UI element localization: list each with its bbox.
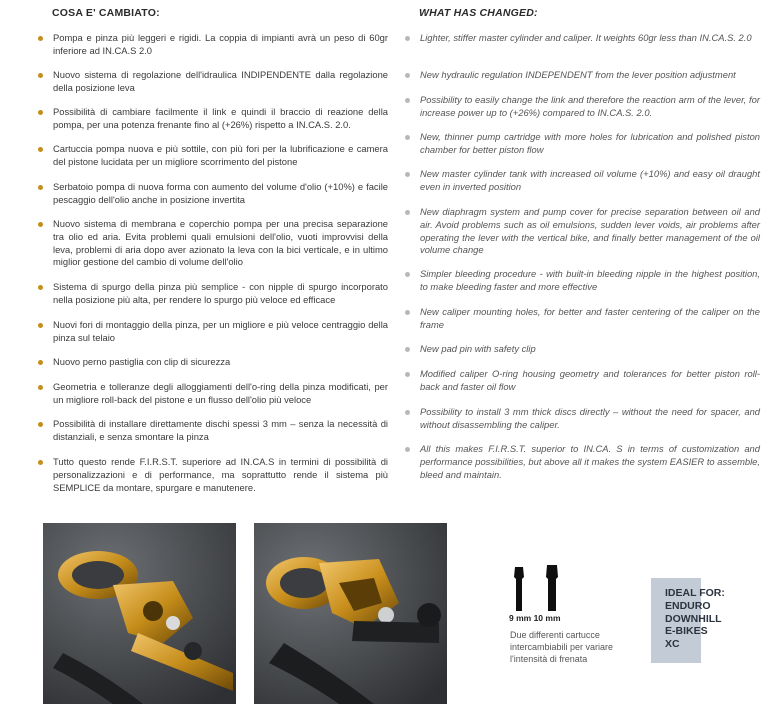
item-text: New hydraulic regulation INDEPENDENT from the lever position adjustment — [420, 69, 736, 80]
list-item — [405, 443, 760, 481]
item-text: New master cylinder tank with increased oil volume (+10%) and easy oil draught even in inverted position — [420, 168, 760, 192]
use-item: XC — [665, 638, 680, 651]
item-text: New caliper mounting holes, for better and faster centering of the caliper on the frame — [420, 306, 760, 330]
list-item — [38, 69, 388, 95]
bullet-icon — [405, 372, 410, 377]
item-text: Sistema di spurgo della pinza più semplice - con nipple di spurgo incorporato nella posizione più alta, per rendere lo spurgo più veloce ed efficace — [53, 281, 388, 305]
list-item — [405, 69, 760, 82]
bullet-icon — [38, 222, 43, 227]
list-item — [38, 418, 388, 444]
cartridge-description: Due differenti cartucce intercambiabili per variare l'intensità di frenata — [510, 630, 614, 664]
item-text: New, thinner pump cartridge with more holes for lubrication and polished piston chamber for better piston flow — [420, 131, 760, 155]
list-item — [38, 143, 388, 169]
item-text: New diaphragm system and pump cover for precise separation between oil and air. Avoid problems such as oil emulsions, sudden lever voids, air problems after operating the lever with the vertical bike, and finally better management of the oil volume change — [420, 206, 760, 256]
bullet-icon — [38, 147, 43, 152]
item-text: Simpler bleeding procedure - with built-in bleeding nipple in the highest position, to make bleeding faster and more effective — [420, 268, 760, 292]
item-text: Nuovo sistema di membrana e coperchio pompa per una precisa separazione tra olio ed aria. Evita problemi quali emulsioni dell'olio, vuoti improvvisi della leva, problemi di aria dopo aver azionato la leva con la bici verticale, e in ultimo miglior gestione del cambio di volume dell'olio — [53, 218, 388, 268]
brake-lever-photo — [43, 523, 236, 704]
bullet-icon — [38, 385, 43, 390]
bullet-icon — [38, 285, 43, 290]
list-item — [38, 218, 388, 269]
item-text: Modified caliper O-ring housing geometry and tolerances for better piston roll-back and faster oil flow — [420, 368, 760, 392]
item-text: All this makes F.I.R.S.T. superior to IN.CA. S in terms of customization and performance possibilities, but above all it makes the system EASIER to assemble, bleed and maintain. — [420, 443, 760, 480]
item-text: Nuovo perno pastiglia con clip di sicurezza — [53, 356, 231, 367]
list-item — [405, 343, 760, 356]
bullet-icon — [38, 323, 43, 328]
bullet-icon — [405, 410, 410, 415]
bullet-icon — [405, 447, 410, 452]
english-title: WHAT HAS CHANGED: — [419, 7, 538, 19]
item-text: Possibility to easily change the link and therefore the reaction arm of the lever, for increase power up to (+26%) compared to IN.CA.S. 2.0. — [420, 94, 760, 118]
cartridge-10mm-icon — [546, 565, 558, 611]
item-text: Tutto questo rende F.I.R.S.T. superiore ad IN.CA.S in termini di possibilità di personalizzazioni e di performance, ma soprattutto rende il sistema più SEMPLICE da montare, spurgare e manutenere. — [53, 456, 388, 493]
item-text: Nuovo sistema di regolazione dell'idraulica INDIPENDENTE dalla regolazione della posizione leva — [53, 69, 388, 93]
list-item — [38, 32, 388, 58]
item-text: Possibility to install 3 mm thick discs directly – without the need for spacer, and without disassembling the caliper. — [420, 406, 760, 430]
list-item — [405, 131, 760, 157]
list-item — [405, 368, 760, 394]
item-text: Nuovi fori di montaggio della pinza, per un migliore e più veloce centraggio della pinza sul telaio — [53, 319, 388, 343]
list-item — [38, 281, 388, 307]
bullet-icon — [38, 110, 43, 115]
ideal-for-title: IDEAL FOR: — [665, 587, 725, 599]
item-text: Geometria e tolleranze degli alloggiamenti dell'o-ring della pinza modificati, per un migliore roll-back del pistone e un flusso dell'olio più veloce — [53, 381, 388, 405]
item-text: Serbatoio pompa di nuova forma con aumento del volume d'olio (+10%) e facile pescaggio dell'olio anche in posizione invertita — [53, 181, 388, 205]
bullet-icon — [405, 172, 410, 177]
item-text: Possibilità di installare direttamente dischi spessi 3 mm – senza la necessità di distanziali, e senza smontare la pinza — [53, 418, 388, 442]
cartridge-9mm-icon — [514, 567, 524, 611]
item-text: Lighter, stiffer master cylinder and caliper. It weights 60gr less than IN.CA.S. 2.0 — [420, 32, 752, 43]
list-item — [38, 106, 388, 132]
bullet-icon — [38, 360, 43, 365]
list-item — [38, 456, 388, 494]
bullet-icon — [405, 73, 410, 78]
cartridge-size-label: 9 mm 10 mm — [509, 613, 561, 623]
bullet-icon — [405, 36, 410, 41]
bullet-icon — [405, 347, 410, 352]
bullet-icon — [38, 73, 43, 78]
bullet-icon — [405, 98, 410, 103]
list-item — [405, 94, 760, 120]
use-item: DOWNHILL — [665, 612, 722, 625]
use-item: E-BIKES — [665, 625, 708, 638]
item-text: Possibilità di cambiare facilmente il link e quindi il braccio di reazione della pompa, per una potenza frenante fino al (+26%) rispetto a IN.CA.S. 2.0. — [53, 106, 388, 130]
item-text: Pompa e pinza più leggeri e rigidi. La coppia di impianti avrà un peso di 60gr inferiore ad IN.CA.S 2.0 — [53, 32, 388, 56]
bullet-icon — [38, 36, 43, 41]
list-item — [38, 319, 388, 345]
item-text: Cartuccia pompa nuova e più sottile, con più fori per la lubrificazione e camera del pistone lucidata per un migliore scorrimento del pistone — [53, 143, 388, 167]
list-item — [405, 206, 760, 257]
bullet-icon — [405, 272, 410, 277]
list-item — [405, 306, 760, 332]
list-item — [405, 168, 760, 194]
bullet-icon — [38, 460, 43, 465]
brake-caliper-photo — [254, 523, 447, 704]
bullet-icon — [405, 210, 410, 215]
item-text: New pad pin with safety clip — [420, 343, 536, 354]
list-item — [405, 32, 760, 45]
bullet-icon — [38, 185, 43, 190]
list-item — [38, 181, 388, 207]
ideal-for-list — [665, 587, 725, 651]
list-item — [405, 406, 760, 432]
bullet-icon — [38, 422, 43, 427]
list-item — [405, 268, 760, 294]
bullet-icon — [405, 310, 410, 315]
list-item — [38, 356, 388, 369]
italian-title: COSA E' CAMBIATO: — [52, 7, 160, 19]
list-item — [38, 381, 388, 407]
bullet-icon — [405, 135, 410, 140]
use-item: ENDURO — [665, 599, 711, 612]
